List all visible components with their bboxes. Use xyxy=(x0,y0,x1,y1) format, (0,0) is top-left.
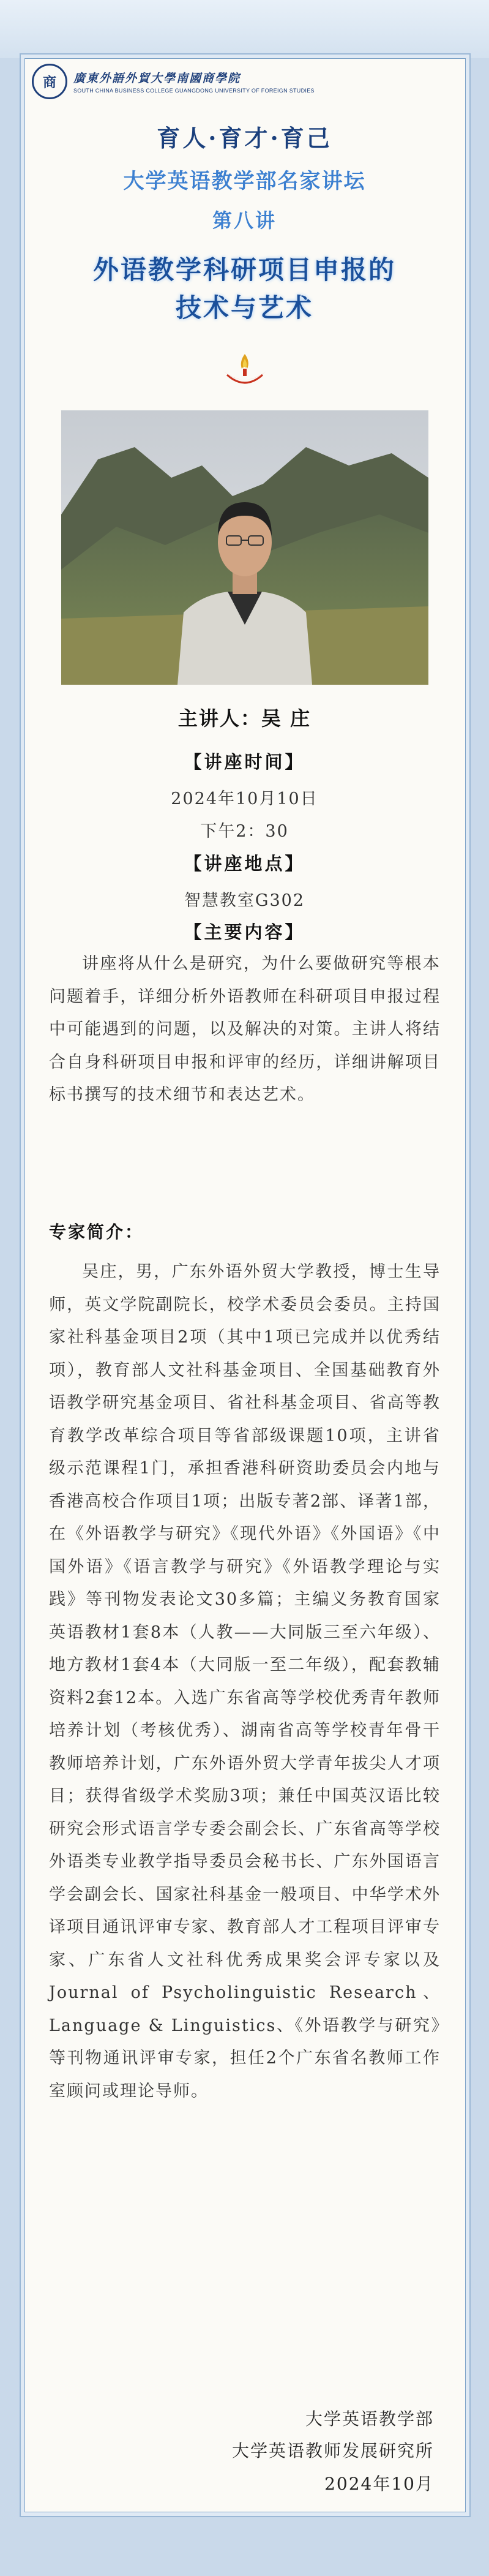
lecture-room: 智慧教室G302 xyxy=(184,891,305,910)
motto: 育人·育才·育己 xyxy=(157,124,332,152)
speaker-photo xyxy=(61,410,428,685)
top-band xyxy=(0,0,489,58)
school-name-cn: 廣東外語外貿大學南國商學院 xyxy=(73,72,241,85)
speaker-bio: 吴庄，男，广东外语外贸大学教授，博士生导师，英文学院副院长，校学术委员会委员。主持国家社科基金项目2项（其中1项已完成并以优秀结项），教育部人文社科基金项目、全国基础教育外语教学研究基金项目、省社科基金项目、省高等教育教学改革综合项目等省部级课题10项，主讲省级示范课程1门，承担香港科研资助委员会内地与香港高校合作项目1项；出版专著2部、译著1部，在《外语教学与研究》《现代外语》《外国语》《中国外语》《语言教学与研究》《外语教学理论与实践》等刊物发表论文30多篇；主编义务教育国家英语教材1套8本（人教——大同版三至六年级）、地方教材1套4本（大同版一至二年级），配套教辅资料2套12本。入选广东省高等学校优秀青年教师培养计划（考核优秀）、湖南省高等学校青年骨干教师培养计划，广东外语外贸大学青年拔尖人才项目；获得省级学术奖励3项；兼任中国英汉语比较研究会形式语言学专委会副会长、广东省高等学校外语类专业教学指导委员会秘书长、广东外国语言学会副会长、国家社科基金一般项目、中华学术外译项目通讯评审专家、教育部人才工程项目评审专家、广东省人文社科优秀成果奖会评专家以及Journal of Psycholinguistic Research、Language & Linguistics、《外语教学与研究》等刊物通讯评审专家，担任2个广东省名教师工作室顾问或理论导师。 xyxy=(49,1262,441,2101)
place-label: 【讲座地点】 xyxy=(184,853,305,874)
content-label: 【主要内容】 xyxy=(184,922,305,943)
school-logo xyxy=(32,60,460,103)
lecture-title-line2: 技术与艺术 xyxy=(175,293,313,323)
speaker-name: 主讲人：吴 庄 xyxy=(177,707,312,730)
time-label: 【讲座时间】 xyxy=(184,751,305,772)
footer-institute: 大学英语教师发展研究所 xyxy=(231,2441,434,2461)
lecture-title-line1: 外语教学科研项目申报的 xyxy=(92,255,396,285)
school-name-en: SOUTH CHINA BUSINESS COLLEGE GUANGDONG UNIVERSITY OF FOREIGN STUDIES xyxy=(73,88,315,94)
school-name xyxy=(73,69,315,94)
torch-emblem-icon xyxy=(218,348,271,391)
forum-title: 大学英语教学部名家讲坛 xyxy=(123,169,366,194)
lecture-date: 2024年10月10日 xyxy=(171,789,318,808)
footer-date: 2024年10月 xyxy=(324,2474,434,2494)
school-seal-icon: 商 xyxy=(32,64,67,99)
lecture-number: 第八讲 xyxy=(212,209,277,232)
bio-heading: 专家简介： xyxy=(49,1222,144,1242)
lecture-summary: 讲座将从什么是研究，为什么要做研究等根本问题着手，详细分析外语教师在科研项目申报过程中可能遇到的问题，以及解决的对策。主讲人将结合自身科研项目申报和评审的经历，详细讲解项目标书撰写的技术细节和表达艺术。 xyxy=(49,954,441,1104)
lecture-time: 下午2：30 xyxy=(200,822,289,841)
footer-department: 大学英语教学部 xyxy=(305,2409,434,2429)
